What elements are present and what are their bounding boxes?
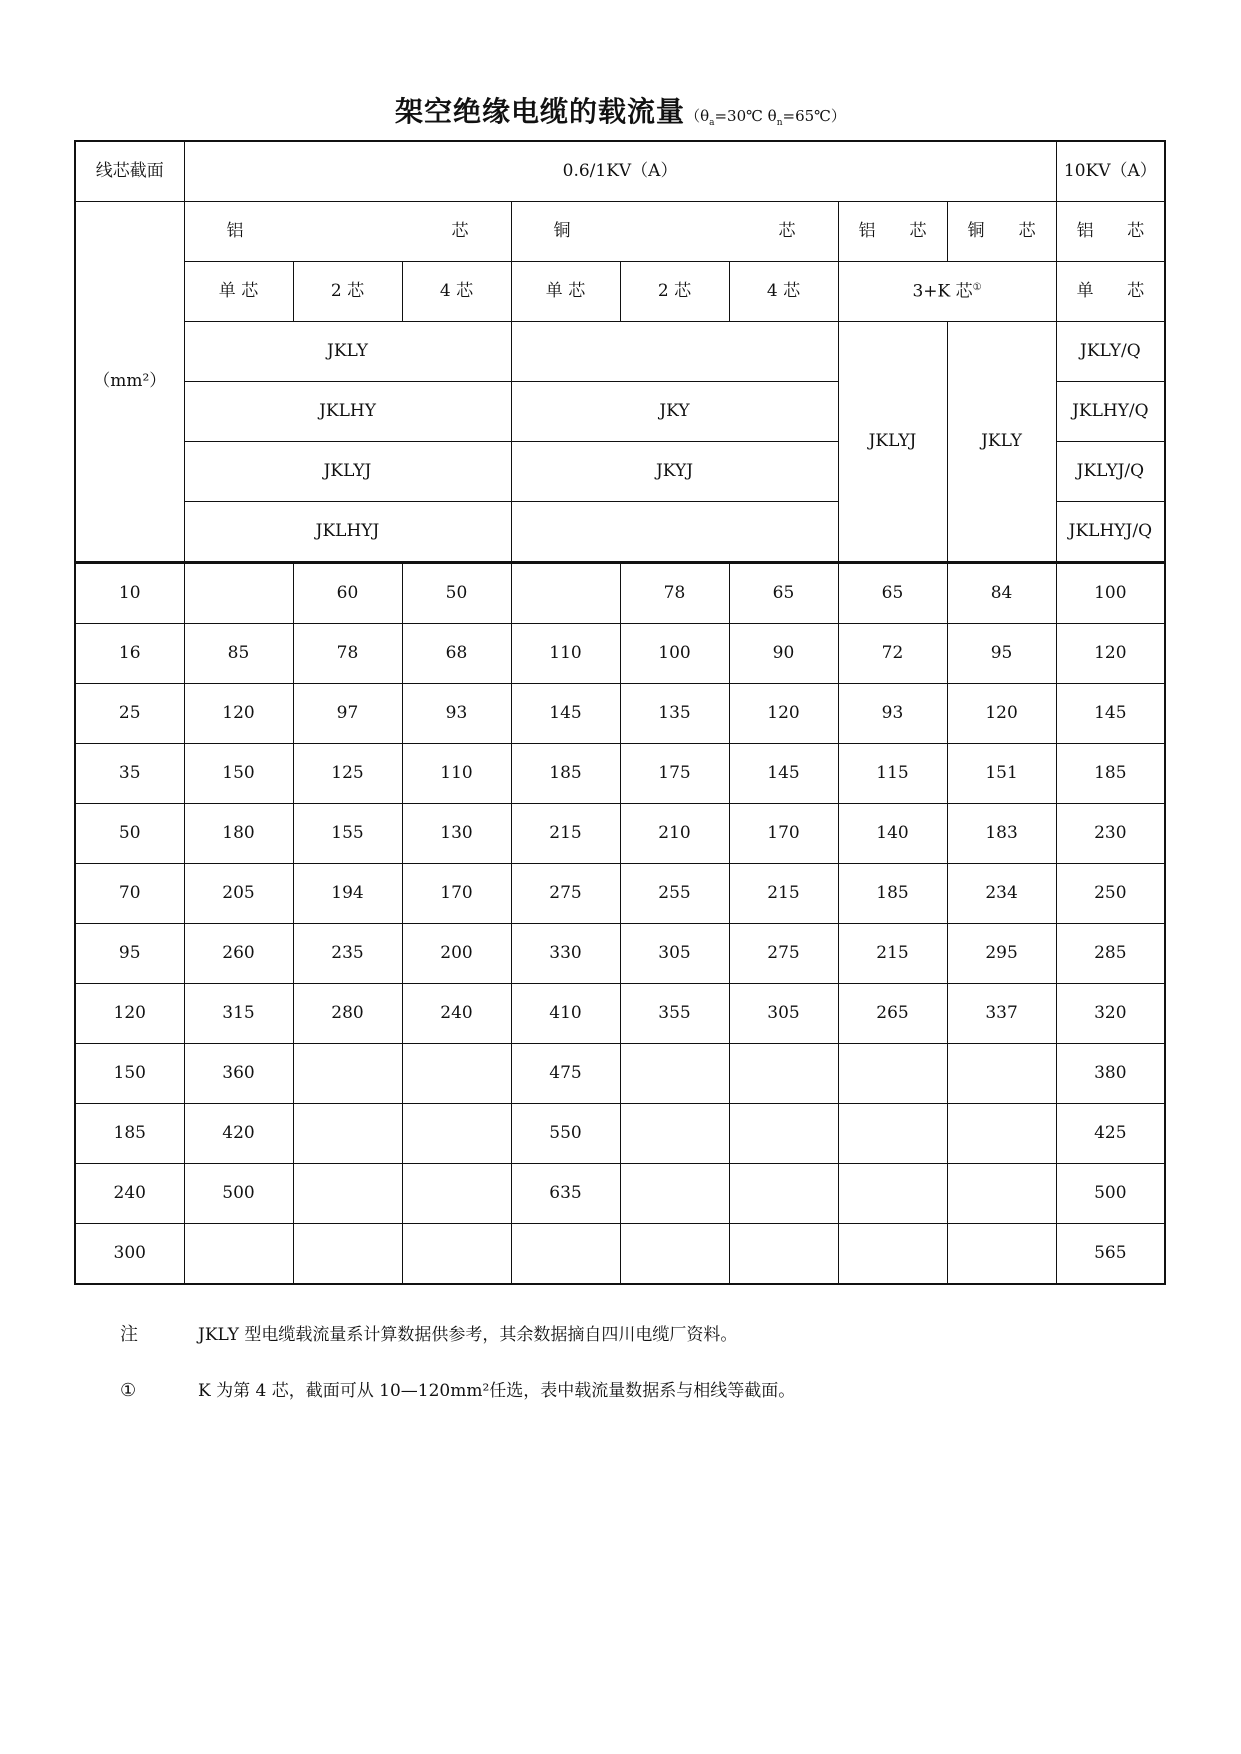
model-cu [511,322,838,382]
model-3k-al: JKLYJ [838,322,947,563]
ampacity-cell [620,1164,729,1224]
ampacity-cell: 380 [1056,1044,1165,1104]
three-k-core [838,262,1056,322]
ampacity-cell [293,1044,402,1104]
ampacity-cell [511,1224,620,1285]
table-row [75,684,1165,744]
ampacity-cell: 315 [184,984,293,1044]
ampacity-cell: 285 [1056,924,1165,984]
ampacity-cell: 85 [184,624,293,684]
section-cell: 35 [75,744,184,804]
ampacity-cell [402,1164,511,1224]
ampacity-cell [402,1044,511,1104]
ampacity-cell [947,1104,1056,1164]
cu-core-3k-right: 芯 [1018,221,1036,242]
al-core-3k-header [838,202,947,262]
section-cell: 185 [75,1104,184,1164]
ampacity-cell: 337 [947,984,1056,1044]
notes [120,1320,795,1432]
ampacity-cell [838,1164,947,1224]
section-cell: 16 [75,624,184,684]
ampacity-cell: 110 [511,624,620,684]
ampacity-cell: 145 [1056,684,1165,744]
ampacity-cell: 150 [184,744,293,804]
ampacity-cell: 255 [620,864,729,924]
table-row [75,563,1165,624]
ampacity-cell [947,1224,1056,1285]
cu-four-core: 4 芯 [729,262,838,322]
ampacity-cell: 565 [1056,1224,1165,1285]
al-two-core: 2 芯 [293,262,402,322]
hv-single-right: 芯 [1127,281,1145,302]
header-row-3 [75,262,1165,322]
cu-core-left: 铜 [553,221,571,242]
ampacity-cell: 235 [293,924,402,984]
three-k-core-label: 3+K 芯 [912,281,973,302]
section-cell: 70 [75,864,184,924]
ampacity-cell: 183 [947,804,1056,864]
table-row [75,1164,1165,1224]
group-high-voltage: 10KV（A） [1056,141,1165,202]
ampacity-cell: 500 [184,1164,293,1224]
section-header-cell [75,141,184,202]
al-core-3k-left: 铝 [858,221,876,242]
title-sub-n: n [776,118,783,128]
ampacity-cell: 275 [511,864,620,924]
unit-label: （mm²） [93,371,167,392]
ampacity-cell [729,1164,838,1224]
ampacity-cell: 205 [184,864,293,924]
ampacity-cell: 170 [729,804,838,864]
ampacity-cell: 151 [947,744,1056,804]
ampacity-cell: 280 [293,984,402,1044]
ampacity-cell: 234 [947,864,1056,924]
model-al: JKLHYJ [184,502,511,563]
header-row-1 [75,141,1165,202]
ampacity-cell: 550 [511,1104,620,1164]
model-hv: JKLYJ/Q [1056,442,1165,502]
ampacity-cell: 230 [1056,804,1165,864]
model-al: JKLY [184,322,511,382]
ampacity-cell: 100 [1056,563,1165,624]
table-row [75,624,1165,684]
page-title [0,90,1241,130]
al-core-left: 铝 [226,221,244,242]
model-cu [511,502,838,563]
al-core-3k-right: 芯 [909,221,927,242]
ampacity-cell: 185 [838,864,947,924]
ampacity-cell [947,1164,1056,1224]
ampacity-cell: 194 [293,864,402,924]
ampacity-cell: 60 [293,563,402,624]
ampacity-cell: 330 [511,924,620,984]
ampacity-cell [838,1044,947,1104]
table-row [75,804,1165,864]
title-sub-close: =65℃） [782,107,846,125]
al-four-core: 4 芯 [402,262,511,322]
section-cell: 240 [75,1164,184,1224]
ampacity-cell [620,1044,729,1104]
hv-al-left: 铝 [1076,221,1094,242]
model-hv: JKLHY/Q [1056,382,1165,442]
ampacity-cell: 65 [838,563,947,624]
ampacity-cell: 145 [511,684,620,744]
ampacity-cell: 305 [729,984,838,1044]
model-al: JKLHY [184,382,511,442]
section-cell: 150 [75,1044,184,1104]
ampacity-cell: 130 [402,804,511,864]
hv-single-left: 单 [1076,281,1094,302]
ampacity-cell: 72 [838,624,947,684]
ampacity-cell: 90 [729,624,838,684]
ampacity-cell: 410 [511,984,620,1044]
ampacity-cell: 635 [511,1164,620,1224]
hv-al-core-header [1056,202,1165,262]
cu-core-3k-header [947,202,1056,262]
al-core-right: 芯 [451,221,469,242]
section-cell: 50 [75,804,184,864]
title-sub-mid: =30℃ θ [714,107,777,125]
title-sub-a: a [709,118,715,128]
ampacity-cell: 100 [620,624,729,684]
ampacity-cell [293,1224,402,1285]
ampacity-cell: 275 [729,924,838,984]
note-mark: ① [120,1380,137,1401]
ampacity-cell [293,1164,402,1224]
cu-core-3k-left: 铜 [967,221,985,242]
ampacity-table [74,140,1166,1285]
ampacity-cell: 265 [838,984,947,1044]
ampacity-cell: 200 [402,924,511,984]
ampacity-cell: 65 [729,563,838,624]
ampacity-cell: 355 [620,984,729,1044]
ampacity-cell: 110 [402,744,511,804]
header-row-2 [75,202,1165,262]
ampacity-cell [838,1224,947,1285]
ampacity-cell: 93 [838,684,947,744]
model-hv: JKLY/Q [1056,322,1165,382]
ampacity-cell: 120 [1056,624,1165,684]
title-main: 架空绝缘电缆的载流量 [395,95,686,128]
section-header-label: 线芯截面 [95,161,164,182]
table-row [75,924,1165,984]
cu-two-core: 2 芯 [620,262,729,322]
ampacity-cell: 145 [729,744,838,804]
ampacity-cell [511,563,620,624]
ampacity-cell: 120 [184,684,293,744]
ampacity-cell: 155 [293,804,402,864]
ampacity-cell: 475 [511,1044,620,1104]
ampacity-cell [729,1104,838,1164]
ampacity-cell: 115 [838,744,947,804]
model-3k-cu: JKLY [947,322,1056,563]
al-core-header [184,202,511,262]
ampacity-cell: 215 [838,924,947,984]
ampacity-cell: 240 [402,984,511,1044]
model-cu: JKYJ [511,442,838,502]
ampacity-cell: 78 [293,624,402,684]
ampacity-cell: 93 [402,684,511,744]
ampacity-cell: 360 [184,1044,293,1104]
model-hv: JKLHYJ/Q [1056,502,1165,563]
ampacity-cell [620,1104,729,1164]
section-cell: 95 [75,924,184,984]
table-row [75,744,1165,804]
ampacity-cell: 50 [402,563,511,624]
ampacity-cell: 84 [947,563,1056,624]
ampacity-cell: 425 [1056,1104,1165,1164]
note-row [120,1320,795,1376]
ampacity-cell: 170 [402,864,511,924]
unit-cell [75,202,184,563]
cu-core-right: 芯 [778,221,796,242]
ampacity-cell: 250 [1056,864,1165,924]
ampacity-cell [402,1104,511,1164]
ampacity-cell: 140 [838,804,947,864]
ampacity-cell [947,1044,1056,1104]
section-cell: 25 [75,684,184,744]
ampacity-cell: 68 [402,624,511,684]
ampacity-cell [402,1224,511,1285]
ampacity-cell: 185 [1056,744,1165,804]
ampacity-cell [729,1044,838,1104]
model-cu: JKY [511,382,838,442]
ampacity-cell: 97 [293,684,402,744]
ampacity-cell: 500 [1056,1164,1165,1224]
group-low-voltage: 0.6/1KV（A） [184,141,1056,202]
ampacity-cell [838,1104,947,1164]
ampacity-cell: 185 [511,744,620,804]
ampacity-cell: 295 [947,924,1056,984]
ampacity-cell [184,563,293,624]
hv-al-right: 芯 [1127,221,1145,242]
ampacity-cell: 180 [184,804,293,864]
ampacity-cell [620,1224,729,1285]
ampacity-cell: 78 [620,563,729,624]
section-cell: 300 [75,1224,184,1285]
note-text: K 为第 4 芯，截面可从 10—120mm²任选，表中载流量数据系与相线等截面。 [198,1381,796,1401]
ampacity-cell: 175 [620,744,729,804]
section-cell: 10 [75,563,184,624]
title-conditions [685,107,846,128]
cu-core-header [511,202,838,262]
ampacity-cell: 210 [620,804,729,864]
ampacity-cell: 135 [620,684,729,744]
ampacity-cell: 260 [184,924,293,984]
al-single-core: 单 芯 [184,262,293,322]
ampacity-cell: 215 [511,804,620,864]
ampacity-cell: 125 [293,744,402,804]
ampacity-cell: 120 [729,684,838,744]
model-row-1 [75,322,1165,382]
ampacity-cell [184,1224,293,1285]
table-row [75,864,1165,924]
ampacity-cell: 95 [947,624,1056,684]
cu-single-core: 单 芯 [511,262,620,322]
three-k-note-mark: ① [972,281,982,293]
ampacity-cell: 320 [1056,984,1165,1044]
table-row [75,1044,1165,1104]
hv-single-core [1056,262,1165,322]
title-sub-open: （θ [685,107,710,125]
table-row [75,1104,1165,1164]
ampacity-cell [729,1224,838,1285]
table-row [75,984,1165,1044]
model-al: JKLYJ [184,442,511,502]
ampacity-cell: 420 [184,1104,293,1164]
ampacity-cell: 215 [729,864,838,924]
ampacity-cell: 120 [947,684,1056,744]
note-mark: 注 [120,1324,138,1345]
table-row [75,1224,1165,1285]
ampacity-cell [293,1104,402,1164]
note-row [120,1376,795,1432]
note-text: JKLY 型电缆载流量系计算数据供参考，其余数据摘自四川电缆厂资料。 [198,1325,738,1345]
section-cell: 120 [75,984,184,1044]
ampacity-cell: 305 [620,924,729,984]
